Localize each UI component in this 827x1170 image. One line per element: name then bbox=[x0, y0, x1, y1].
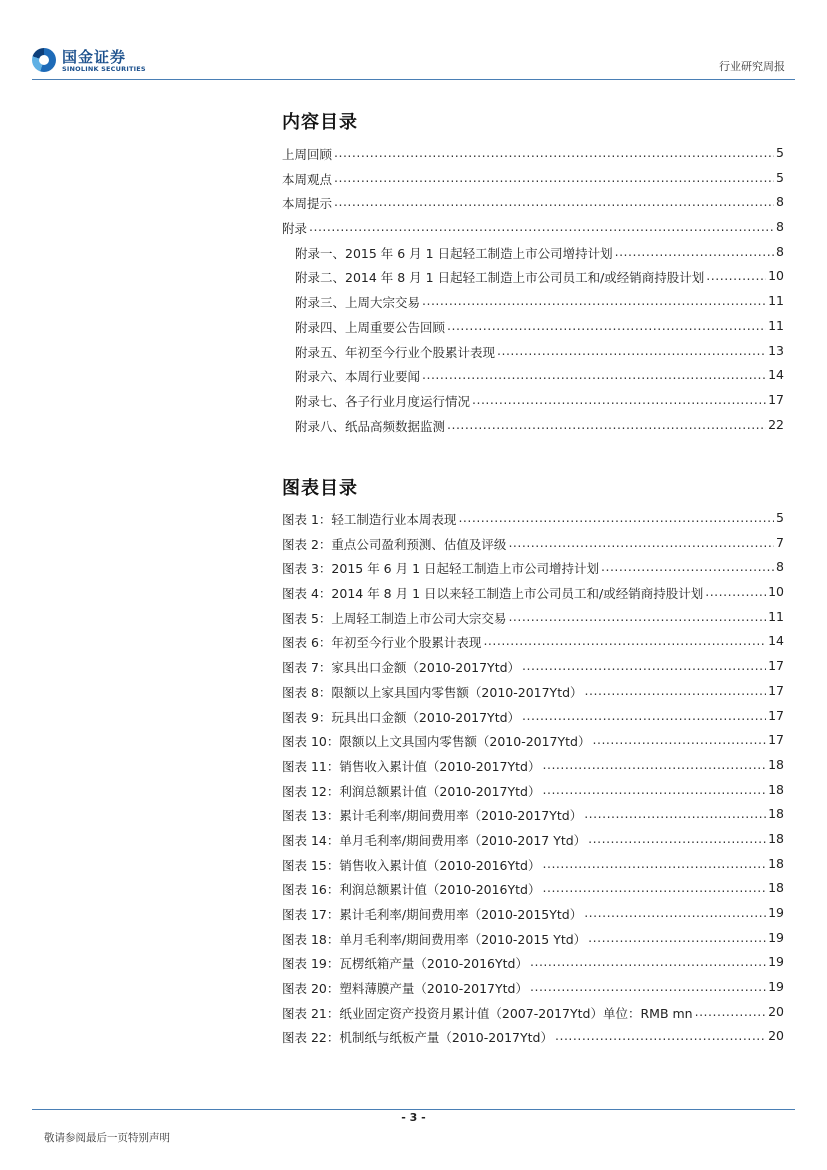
footer-divider bbox=[32, 1109, 795, 1110]
figures-entry-label: 图表 10：限额以上文具国内零售额（2010-2017Ytd） bbox=[282, 734, 591, 750]
contents-entry-label: 本周提示 bbox=[282, 196, 333, 212]
dot-leader bbox=[422, 293, 766, 308]
dot-leader bbox=[422, 367, 766, 382]
dot-leader bbox=[585, 683, 767, 698]
dot-leader bbox=[588, 831, 766, 846]
figures-entry-page: 5 bbox=[776, 510, 784, 525]
figures-entry-label: 图表 8：限额以上家具国内零售额（2010-2017Ytd） bbox=[282, 684, 583, 700]
dot-leader bbox=[334, 194, 774, 209]
figures-entry[interactable] bbox=[282, 1004, 784, 1029]
dot-leader bbox=[334, 145, 774, 160]
figures-entry-page: 17 bbox=[768, 707, 784, 723]
figures-title: 图表目录 bbox=[282, 478, 358, 499]
dot-leader bbox=[588, 930, 766, 945]
figures-entry-label: 图表 14：单月毛利率/期间费用率（2010-2017 Ytd） bbox=[282, 832, 587, 848]
figures-entry-page: 20 bbox=[768, 1028, 784, 1044]
figures-entry-page: 18 bbox=[768, 756, 784, 772]
dot-leader bbox=[543, 757, 767, 772]
figures-entry[interactable] bbox=[282, 708, 784, 733]
figures-entry[interactable] bbox=[282, 658, 784, 683]
dot-leader bbox=[309, 219, 774, 234]
figures-entry-page: 19 bbox=[768, 929, 784, 945]
contents-entry-label: 附录四、上周重要公告回顾 bbox=[295, 319, 446, 335]
contents-entry-page: 11 bbox=[768, 293, 784, 309]
page-number: - 3 - bbox=[401, 1111, 426, 1124]
contents-entry-page: 10 bbox=[768, 268, 784, 284]
logo-english-name: SINOLINK SECURITIES bbox=[62, 65, 146, 73]
figures-entry[interactable] bbox=[282, 1028, 784, 1053]
figures-entry-label: 图表 19：瓦楞纸箱产量（2010-2016Ytd） bbox=[282, 956, 528, 972]
dot-leader bbox=[543, 880, 767, 895]
figures-entry-page: 11 bbox=[768, 608, 784, 624]
contents-entry-page: 11 bbox=[768, 317, 784, 333]
report-type: 行业研究周报 bbox=[719, 60, 785, 73]
figures-entry-label: 图表 7：家具出口金额（2010-2017Ytd） bbox=[282, 660, 521, 676]
figures-entry-label: 图表 18：单月毛利率/期间费用率（2010-2015 Ytd） bbox=[282, 931, 587, 947]
figures-entry-page: 7 bbox=[776, 534, 784, 550]
figures-list bbox=[282, 510, 784, 1053]
figures-entry[interactable] bbox=[282, 609, 784, 634]
dot-leader bbox=[543, 782, 767, 797]
contents-entry[interactable] bbox=[282, 318, 784, 343]
dot-leader bbox=[447, 417, 766, 432]
figures-entry-label: 图表 11：销售收入累计值（2010-2017Ytd） bbox=[282, 758, 541, 774]
contents-entry-label: 上周回顾 bbox=[282, 147, 333, 162]
figures-entry[interactable] bbox=[282, 535, 784, 560]
contents-entry-page: 8 bbox=[776, 243, 784, 259]
dot-leader bbox=[593, 732, 767, 747]
figures-entry-label: 图表 20：塑料薄膜产量（2010-2017Ytd） bbox=[282, 981, 528, 997]
contents-entry[interactable] bbox=[282, 343, 784, 368]
figures-entry[interactable] bbox=[282, 559, 784, 584]
dot-leader bbox=[705, 584, 766, 599]
company-logo bbox=[32, 46, 152, 78]
contents-entry-label: 本周观点 bbox=[282, 171, 333, 187]
contents-entry[interactable] bbox=[282, 293, 784, 318]
contents-entry[interactable] bbox=[282, 244, 784, 269]
disclaimer-note: 敬请参阅最后一页特别声明 bbox=[44, 1132, 170, 1144]
figures-entry[interactable] bbox=[282, 979, 784, 1004]
figures-entry-page: 10 bbox=[768, 584, 784, 600]
figures-entry[interactable] bbox=[282, 757, 784, 782]
contents-entry-page: 17 bbox=[768, 391, 784, 407]
figures-entry-page: 18 bbox=[768, 830, 784, 846]
contents-entry-page: 8 bbox=[776, 219, 784, 235]
dot-leader bbox=[334, 170, 774, 185]
figures-entry[interactable] bbox=[282, 806, 784, 831]
figures-entry[interactable] bbox=[282, 584, 784, 609]
dot-leader bbox=[522, 658, 766, 673]
figures-entry-page: 19 bbox=[768, 954, 784, 970]
dot-leader bbox=[508, 609, 766, 624]
contents-entry-label: 附录一、2015 年 6 月 1 日起轻工制造上市公司增持计划 bbox=[295, 245, 613, 261]
figures-entry-label: 图表 16：利润总额累计值（2010-2016Ytd） bbox=[282, 882, 541, 898]
dot-leader bbox=[508, 535, 774, 550]
dot-leader bbox=[447, 318, 766, 333]
figures-entry[interactable] bbox=[282, 856, 784, 881]
figures-entry-label: 图表 17：累计毛利率/期间费用率（2010-2015Ytd） bbox=[282, 907, 583, 922]
contents-entry[interactable] bbox=[282, 268, 784, 293]
figures-entry-page: 18 bbox=[768, 806, 784, 822]
figures-entry[interactable] bbox=[282, 633, 784, 658]
figures-entry-label: 图表 12：利润总额累计值（2010-2017Ytd） bbox=[282, 783, 541, 799]
contents-entry-label: 附录五、年初至今行业个股累计表现 bbox=[295, 344, 496, 360]
figures-entry-label: 图表 9：玩具出口金额（2010-2017Ytd） bbox=[282, 709, 521, 725]
contents-entry-page: 22 bbox=[768, 416, 784, 432]
dot-leader bbox=[458, 510, 774, 525]
figures-entry-page: 19 bbox=[768, 979, 784, 995]
dot-leader bbox=[543, 856, 767, 871]
figures-entry[interactable] bbox=[282, 905, 784, 930]
dot-leader bbox=[584, 806, 766, 821]
contents-entry-label: 附录二、2014 年 8 月 1 日起轻工制造上市公司员工和/或经销商持股计划 bbox=[295, 270, 705, 286]
figures-entry[interactable] bbox=[282, 683, 784, 708]
dot-leader bbox=[706, 268, 766, 283]
figures-entry[interactable] bbox=[282, 782, 784, 807]
figures-entry-page: 17 bbox=[768, 658, 784, 674]
figures-entry-page: 17 bbox=[768, 732, 784, 748]
contents-entry-page: 8 bbox=[776, 194, 784, 210]
logo-chinese-name: 国金证券 bbox=[62, 48, 127, 66]
figures-entry-page: 18 bbox=[768, 880, 784, 896]
contents-list bbox=[282, 145, 784, 441]
figures-entry-page: 18 bbox=[768, 855, 784, 871]
dot-leader bbox=[615, 244, 774, 259]
figures-entry-label: 图表 5：上周轻工制造上市公司大宗交易 bbox=[282, 610, 507, 626]
contents-entry-label: 附录八、纸品高频数据监测 bbox=[295, 418, 446, 434]
logo-mark-icon bbox=[32, 48, 56, 72]
figures-entry[interactable] bbox=[282, 954, 784, 979]
figures-entry-label: 图表 21：纸业固定资产投资月累计值（2007-2017Ytd）单位：RMB mn bbox=[282, 1005, 693, 1021]
figures-entry[interactable] bbox=[282, 930, 784, 955]
contents-entry[interactable] bbox=[282, 417, 784, 442]
figures-entry[interactable] bbox=[282, 831, 784, 856]
contents-entry-page: 5 bbox=[776, 145, 784, 160]
dot-leader bbox=[555, 1028, 766, 1043]
contents-entry[interactable] bbox=[282, 194, 784, 219]
figures-entry-page: 20 bbox=[768, 1003, 784, 1019]
contents-entry[interactable] bbox=[282, 219, 784, 244]
contents-entry[interactable] bbox=[282, 392, 784, 417]
contents-entry[interactable] bbox=[282, 367, 784, 392]
figures-entry-label: 图表 13：累计毛利率/期间费用率（2010-2017Ytd） bbox=[282, 808, 583, 824]
dot-leader bbox=[522, 708, 766, 723]
dot-leader bbox=[497, 343, 766, 358]
contents-entry-label: 附录七、各子行业月度运行情况 bbox=[295, 393, 471, 409]
contents-entry-page: 14 bbox=[768, 367, 784, 383]
dot-leader bbox=[584, 905, 766, 920]
dot-leader bbox=[601, 559, 774, 574]
dot-leader bbox=[695, 1004, 766, 1019]
figures-entry-label: 图表 22：机制纸与纸板产量（2010-2017Ytd） bbox=[282, 1030, 553, 1046]
figures-entry-page: 17 bbox=[768, 682, 784, 698]
contents-entry[interactable] bbox=[282, 145, 784, 170]
page-header bbox=[0, 0, 827, 80]
figures-entry-label: 图表 3：2015 年 6 月 1 日起轻工制造上市公司增持计划 bbox=[282, 561, 600, 577]
contents-entry-label: 附录六、本周行业要闻 bbox=[295, 369, 421, 385]
dot-leader bbox=[483, 633, 766, 648]
contents-entry-page: 5 bbox=[776, 169, 784, 185]
figures-entry-label: 图表 1：轻工制造行业本周表现 bbox=[282, 512, 457, 527]
dot-leader bbox=[530, 954, 766, 969]
contents-title: 内容目录 bbox=[282, 112, 358, 133]
contents-entry-label: 附录 bbox=[282, 221, 308, 237]
figures-entry-page: 14 bbox=[768, 633, 784, 649]
figures-entry[interactable] bbox=[282, 510, 784, 535]
contents-entry-label: 附录三、上周大宗交易 bbox=[295, 295, 421, 311]
figures-entry-page: 18 bbox=[768, 781, 784, 797]
figures-entry-label: 图表 4：2014 年 8 月 1 日以来轻工制造上市公司员工和/或经销商持股计划 bbox=[282, 586, 704, 602]
contents-entry[interactable] bbox=[282, 170, 784, 195]
dot-leader bbox=[472, 392, 766, 407]
figures-entry-page: 19 bbox=[768, 905, 784, 920]
figures-entry-label: 图表 2：重点公司盈利预测、估值及评级 bbox=[282, 536, 507, 552]
figures-entry-label: 图表 6：年初至今行业个股累计表现 bbox=[282, 635, 482, 651]
figures-entry-label: 图表 15：销售收入累计值（2010-2016Ytd） bbox=[282, 857, 541, 873]
header-divider bbox=[32, 79, 795, 80]
figures-entry[interactable] bbox=[282, 880, 784, 905]
figures-entry-page: 8 bbox=[776, 559, 784, 575]
figures-entry[interactable] bbox=[282, 732, 784, 757]
contents-entry-page: 13 bbox=[768, 342, 784, 358]
dot-leader bbox=[530, 979, 766, 994]
